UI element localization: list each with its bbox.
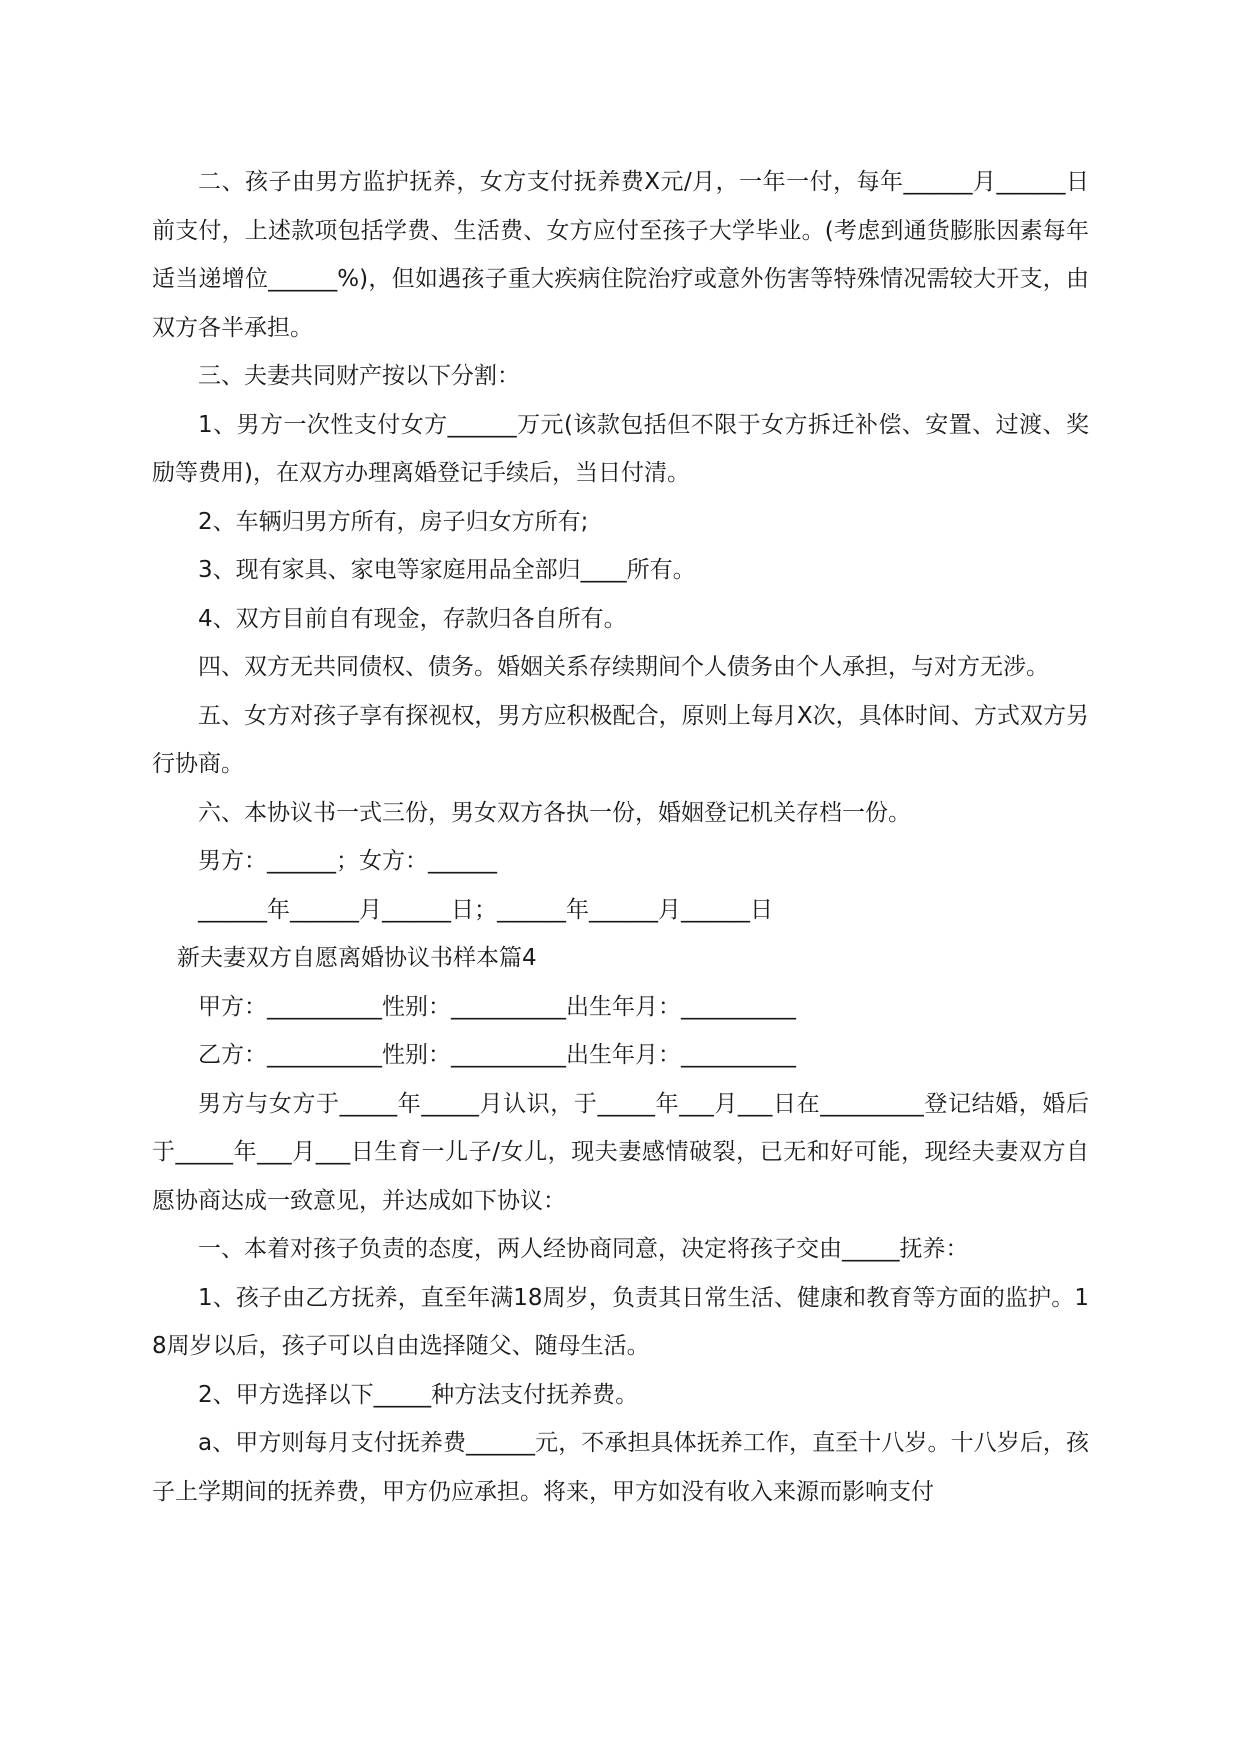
paragraph-child-support: 二、孩子由男方监护抚养，女方支付抚养费X元/月，一年一付，每年______月______日前支付，上述款项包括学费、生活费、女方应付至孩子大学毕业。(考虑到通货膨胀因素每年适当递增位______%)，但如遇孩子重大疾病住院治疗或意外伤害等特殊情况需较大开支，由双方各半承担。	[152, 169, 1089, 341]
section-title: 新夫妻双方自愿离婚协议书样本篇4	[177, 945, 537, 971]
signature-line: 男方：______；女方：______	[198, 848, 497, 874]
paragraph-cash-savings: 4、双方目前自有现金，存款归各自所有。	[198, 605, 627, 632]
paragraph-monthly-payment: a、甲方则每月支付抚养费______元，不承担具体抚养工作，直至十八岁。十八岁后，孩子上学期间的抚养费，甲方仍应承担。将来，甲方如没有收入来源而影响支付	[152, 1430, 1089, 1505]
paragraph-property-division: 三、夫妻共同财产按以下分割：	[198, 363, 520, 389]
party-a-line: 甲方：__________性别：__________出生年月：__________	[198, 993, 796, 1020]
paragraph-custody-detail: 1、孩子由乙方抚养，直至年满18周岁，负责其日常生活、健康和教育等方面的监护。18周岁以后，孩子可以自由选择随父、随母生活。	[152, 1284, 1089, 1359]
paragraph-visitation: 五、女方对孩子享有探视权，男方应积极配合，原则上每月X次，具体时间、方式双方另行协商。	[152, 702, 1089, 777]
paragraph-debts: 四、双方无共同债权、债务。婚姻关系存续期间个人债务由个人承担，与对方无涉。	[198, 654, 1049, 680]
paragraph-payment-method: 2、甲方选择以下_____种方法支付抚养费。	[198, 1381, 639, 1408]
paragraph-furniture: 3、现有家具、家电等家庭用品全部归____所有。	[198, 557, 696, 583]
paragraph-copies: 六、本协议书一式三份，男女双方各执一份，婚姻登记机关存档一份。	[198, 799, 911, 826]
paragraph-custody: 一、本着对孩子负责的态度，两人经协商同意，决定将孩子交由_____抚养：	[198, 1236, 969, 1262]
party-b-line: 乙方：__________性别：__________出生年月：__________	[198, 1042, 796, 1068]
date-line: ______年______月______日；______年______月______日	[198, 896, 773, 923]
paragraph-marriage-background: 男方与女方于_____年_____月认识，于_____年___月___日在_________登记结婚，婚后于_____年___月___日生育一儿子/女儿，现夫妻感情破裂，已无和好可能，现经夫妻双方自愿协商达成一致意见，并达成如下协议：	[152, 1090, 1089, 1214]
paragraph-lump-sum: 1、男方一次性支付女方______万元(该款包括但不限于女方拆迁补偿、安置、过渡、奖励等费用)，在双方办理离婚登记手续后，当日付清。	[152, 411, 1089, 486]
paragraph-vehicle-house: 2、车辆归男方所有，房子归女方所有;	[198, 508, 589, 535]
